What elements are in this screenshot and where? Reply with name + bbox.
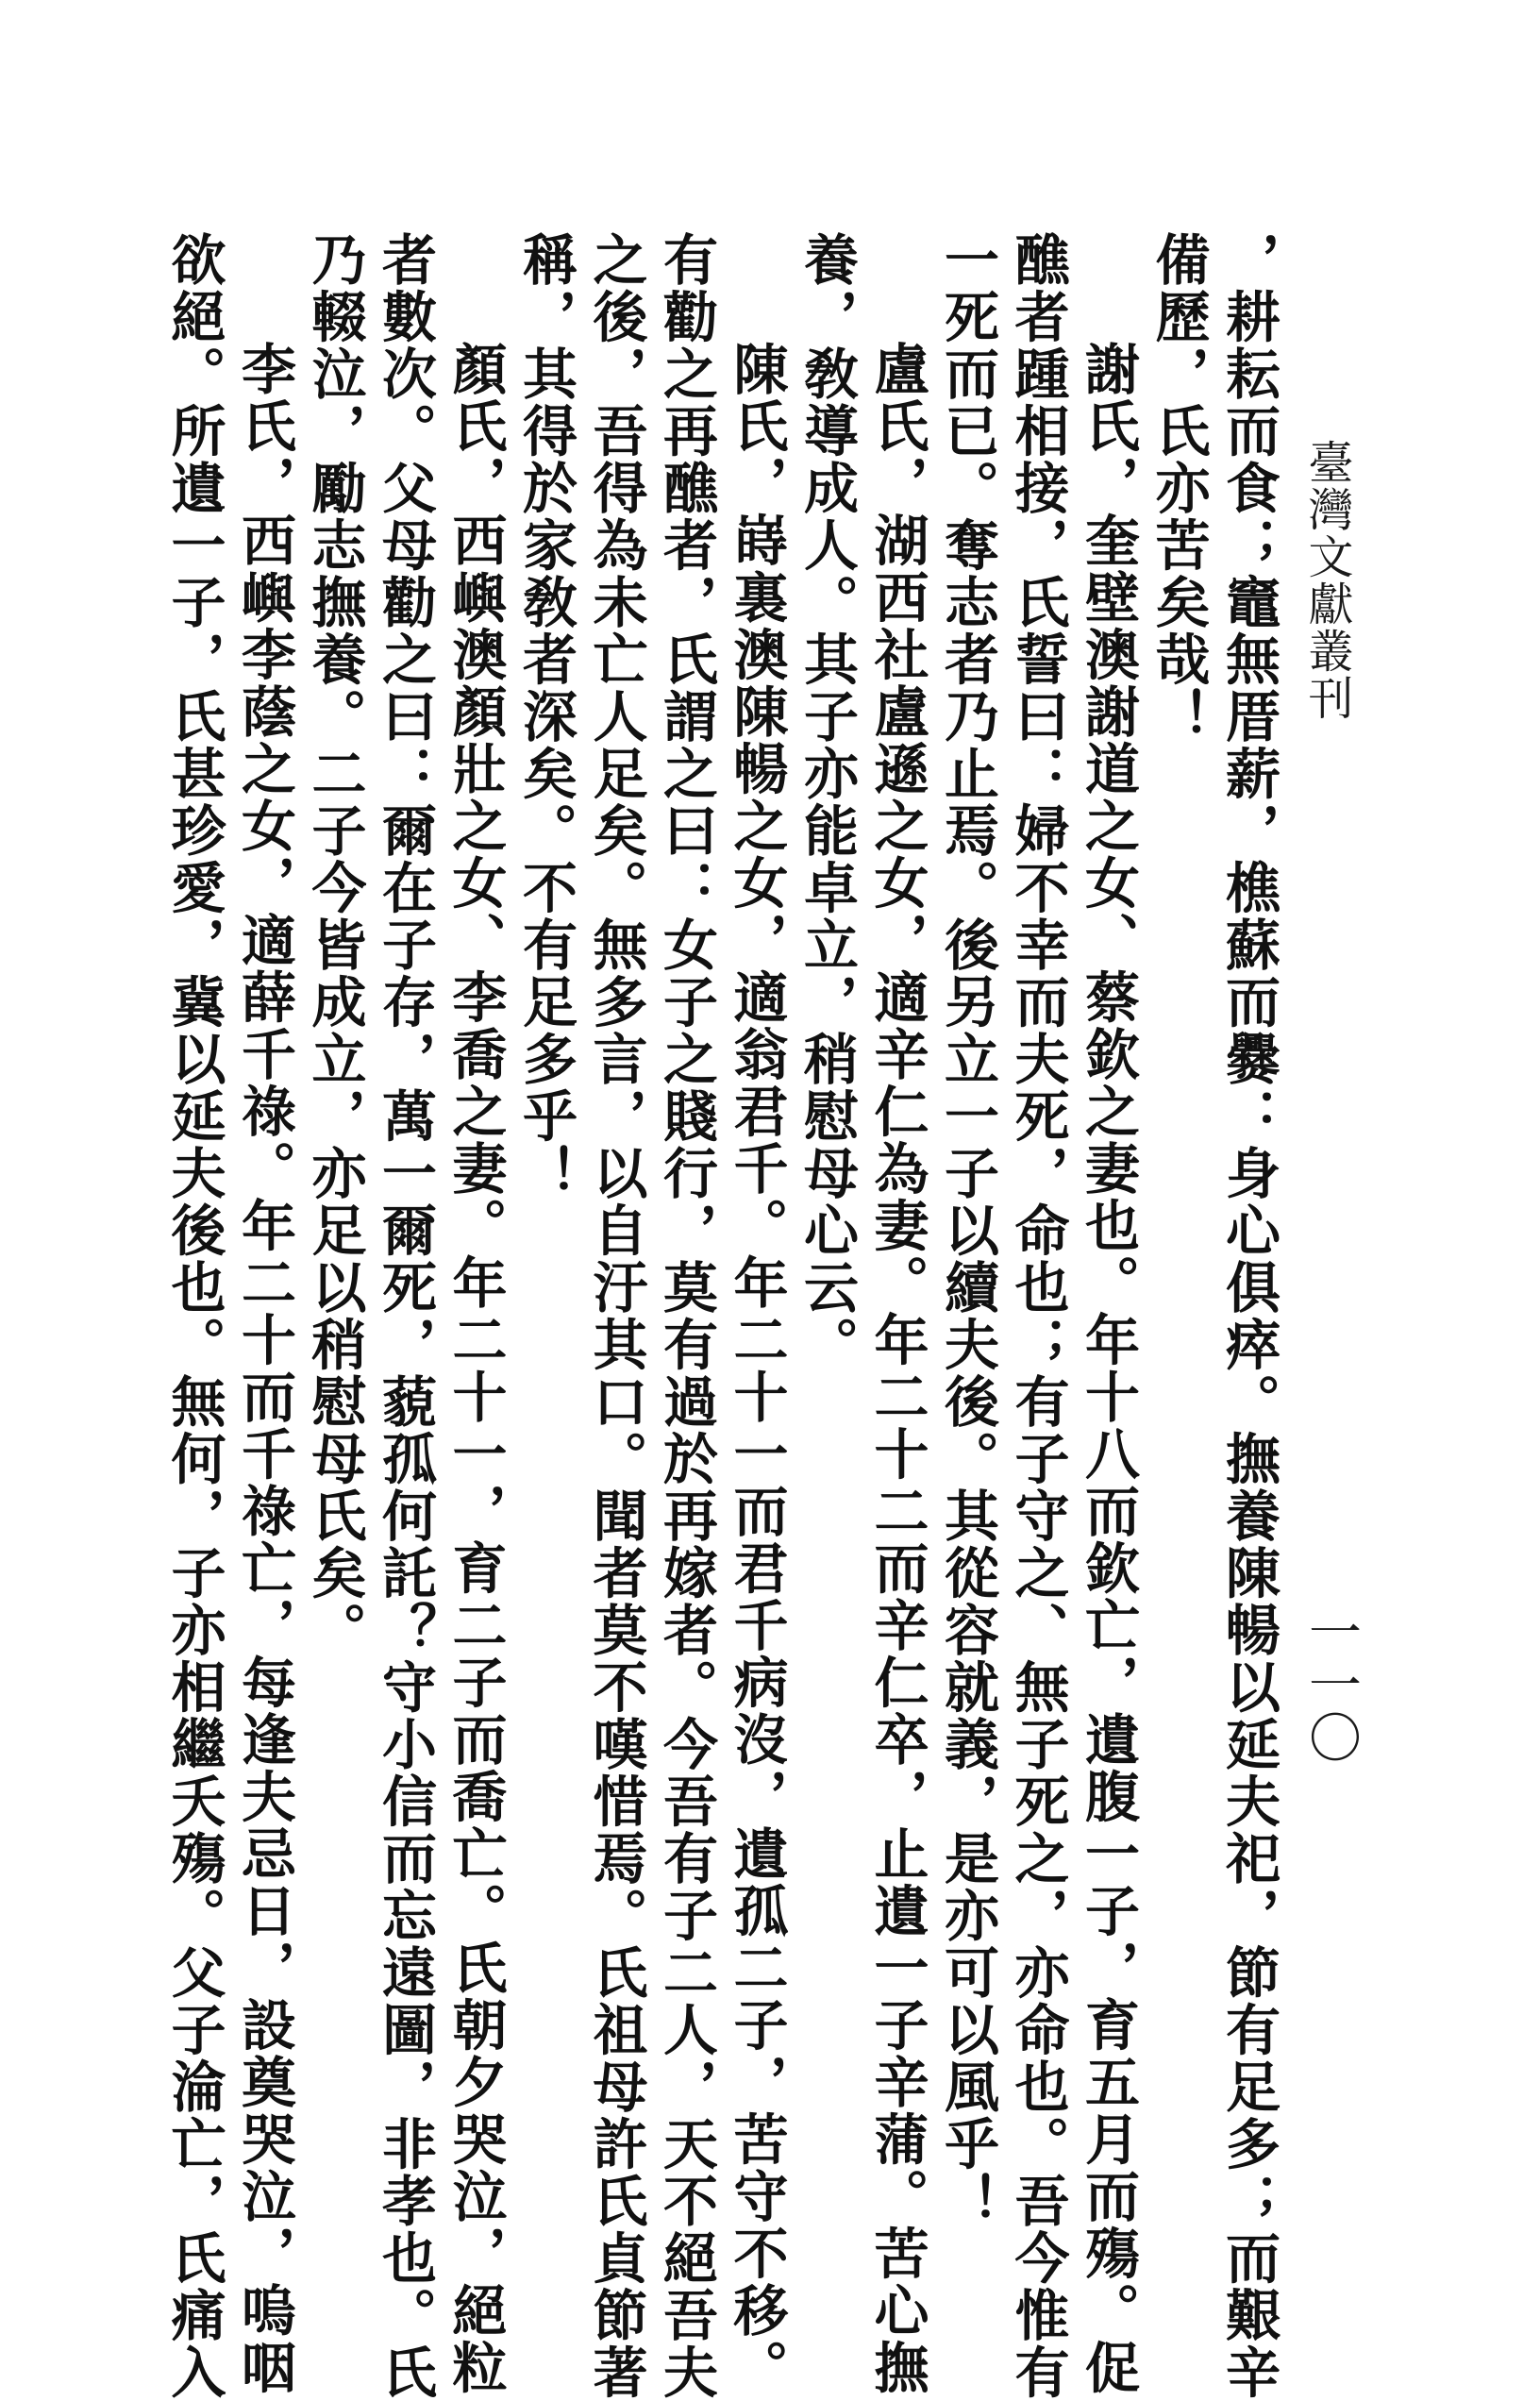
body-text	[159, 231, 1283, 2401]
text-column: 有勸之再醮者，氏謂之曰：女子之賤行，莫有過於再嫁者。今吾有子二人，天不絕吾夫	[654, 231, 718, 2401]
text-column: 養，敎導成人。其子亦能卓立，稍慰母心云。	[795, 231, 859, 1373]
page-number: 一一〇	[1300, 1604, 1362, 1763]
text-column: 者數次。父母勸之曰：爾在子存，萬一爾死，藐孤何託？守小信而忘遠圖，非孝也。氏	[373, 231, 437, 2401]
text-column: 陳氏，嵵裏澳陳暢之女，適翁君千。年二十一而君千病沒，遺孤二子，苦守不移。	[724, 341, 789, 2396]
text-column: 一死而已。奪志者乃止焉。後另立一子以續夫後。其從容就義，是亦可以風乎！	[935, 231, 999, 2230]
text-column: 乃輟泣，勵志撫養。二子今皆成立，亦足以稍慰母氏矣。	[302, 231, 367, 1659]
text-column: 謝氏，奎壁澳謝道之女、蔡欽之妻也。年十八而欽亡，遺腹一子，育五月而殤。促	[1076, 341, 1140, 2396]
page-header-title: 臺灣文獻叢刊	[1300, 439, 1353, 722]
text-column: 之後，吾得為未亡人足矣。無多言，以自汙其口。聞者莫不嘆惜焉。氏祖母許氏貞節著	[583, 231, 648, 2401]
text-column: 盧氏，湖西社盧遜之女，適辛仁為妻。年二十二而辛仁卒，止遺一子辛蒲。苦心撫	[864, 341, 929, 2396]
text-column: 李氏，西嶼李蔭之女，適薛千祿。年二十而千祿亡，每逢夫忌日，設奠哭泣，嗚咽	[232, 341, 296, 2396]
text-column: ，耕耘而食；竈無厝薪，樵蘇而爨：身心俱瘁。撫養陳暢以延夫祀，節有足多；而艱辛	[1216, 231, 1281, 2401]
text-column: 顏氏，西嶼澳顏壯之女、李喬之妻。年二十一，育二子而喬亡。氏朝夕哭泣，絕粒	[443, 341, 508, 2396]
text-column: 欲絕。所遺一子，氏甚珍愛，冀以延夫後也。無何，子亦相繼夭殤。父子淪亡，氏痛入	[161, 231, 226, 2401]
text-column: 稱，其得於家敎者深矣。不有足多乎！	[513, 231, 578, 1202]
text-column: 備歷，氏亦苦矣哉！	[1146, 231, 1211, 746]
text-column: 醮者踵相接，氏誓曰：婦不幸而夫死，命也；有子守之、無子死之，亦命也。吾今惟有	[1005, 231, 1070, 2401]
